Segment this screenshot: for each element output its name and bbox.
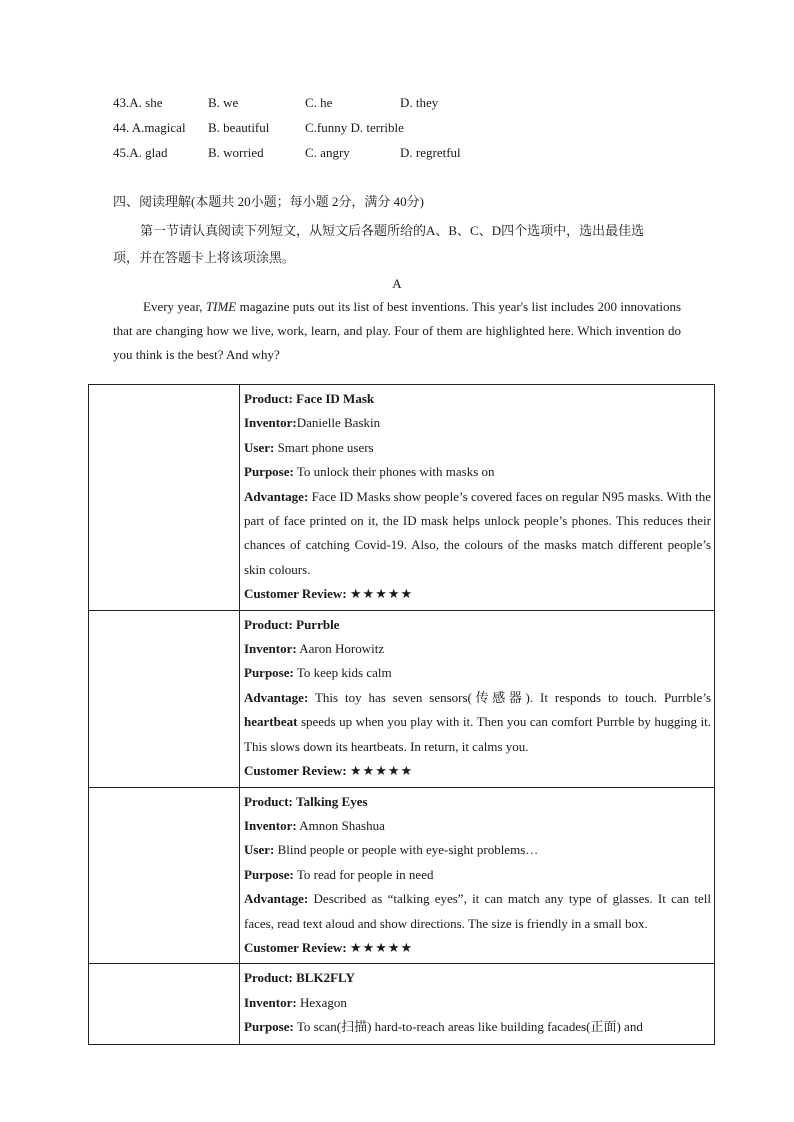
product-name: Talking Eyes xyxy=(296,793,368,809)
advantage-text: This toy has seven sensors(传感器). It responds to touch. Purrble’s xyxy=(314,689,712,705)
table-row xyxy=(89,787,715,964)
inventor-name: Danielle Baskin xyxy=(296,415,381,431)
purpose-text: To read for people in need xyxy=(296,866,434,882)
purpose-text: To scan(扫描) hard-to-reach areas like building facades(正面) and xyxy=(296,1019,643,1035)
product-name: Face ID Mask xyxy=(296,391,375,406)
intro-text-rest: magazine puts out its list of best inventions. This year's list includes 200 innovations that are changing how we live, work, learn, and play. Four of them are highlighted here. Which invention do you think is the best? And why? xyxy=(113,299,682,362)
purpose-text: To keep kids calm xyxy=(296,665,392,681)
image-cell xyxy=(89,610,240,787)
product-name: Purrble xyxy=(296,616,340,632)
passage-label: A xyxy=(392,276,402,291)
option-d: D. regretful xyxy=(400,145,461,160)
option-c: C. angry xyxy=(305,145,350,160)
advantage-text: Described as “talking eyes”, it can match any type of glasses. It can tell faces, read text aloud and show directions. The size is friendly in a small box. xyxy=(244,891,712,931)
option-b: B. worried xyxy=(208,145,264,160)
image-cell xyxy=(89,964,240,1045)
star-rating: ★★★★★ xyxy=(349,939,414,955)
user-text: Blind people or people with eye-sight problems… xyxy=(277,842,539,858)
option-a: 44. A.magical xyxy=(113,120,186,135)
option-d: D. they xyxy=(400,95,439,110)
inventor-name: Aaron Horowitz xyxy=(299,641,385,657)
table-row xyxy=(89,964,715,1045)
advantage-bold-word: heartbeat xyxy=(244,714,298,730)
option-b: B. beautiful xyxy=(208,120,270,135)
option-c: C. he xyxy=(305,95,333,110)
user-text: Smart phone users xyxy=(277,439,374,455)
product-cell: Product: Face ID Mask Inventor:Danielle Baskin User: Smart phone users Purpose: To unlock their phones with masks on Advantage: Face ID Masks show people’s covered faces on regular N95 masks. With the part of face printed on it, the ID mask helps unlock people’s phones. This reduces their chances of catching Covid-19. Also, the colours of the masks match different people’s skin colours. Customer Review: ★★★★★ xyxy=(240,385,715,611)
purpose-text: To unlock their phones with masks on xyxy=(296,464,495,480)
advantage-text: Face ID Masks show people’s covered faces on regular N95 masks. With the part of face printed on it, the ID mask helps unlock people’s phones. This reduces their chances of catching Covid-19. Also, the colours of the masks match different people’s skin colours. xyxy=(244,488,711,577)
product-cell: Product: BLK2FLY Inventor: Hexagon Purpose: To scan(扫描) hard-to-reach areas like building facades(正面) and xyxy=(240,964,715,1045)
magazine-title: TIME xyxy=(205,299,237,314)
product-name: BLK2FLY xyxy=(296,970,355,986)
product-cell: Product: Talking Eyes Inventor: Amnon Shashua User: Blind people or people with eye-sight problems… Purpose: To read for people in need Advantage: Described as “talking eyes”, it can match any type of glasses. It can tell faces, read text aloud and show directions. The size is friendly in a small box. Customer Review: ★★★★★ xyxy=(240,787,715,964)
option-c: C.funny D. terrible xyxy=(305,120,404,135)
intro-text-start: Every year, xyxy=(143,299,206,314)
option-b: B. we xyxy=(208,95,239,110)
inventor-name: Amnon Shashua xyxy=(299,817,385,833)
image-cell xyxy=(89,385,240,611)
star-rating: ★★★★★ xyxy=(349,763,414,779)
table-row xyxy=(89,385,715,611)
image-cell xyxy=(89,787,240,964)
table-row xyxy=(89,610,715,787)
option-a: 45.A. glad xyxy=(113,145,168,160)
product-cell: Product: Purrble Inventor: Aaron Horowitz Purpose: To keep kids calm Advantage: This toy has seven sensors(传感器). It responds to touch. Purrble’s heartbeat speeds up when you play with it. Then you can comfort Purrble by hugging it. This slows down its heartbeats. In return, it calms you. Customer Review: ★★★★★ xyxy=(240,610,715,787)
star-rating: ★★★★★ xyxy=(349,586,414,602)
section-heading: 四、阅读理解(本题共 20小题；每小题 2分，满分 40分) xyxy=(113,194,424,209)
product-table xyxy=(88,384,715,1045)
advantage-text-rest: speeds up when you play with it. Then you can comfort Purrble by hugging it. This slows down its heartbeats. In return, it calms you. xyxy=(244,714,711,754)
instruction-line-1: 第一节请认真阅读下列短文，从短文后各题所给的A、B、C、D四个选项中，选出最佳选 xyxy=(140,223,645,238)
option-a: 43.A. she xyxy=(113,95,163,110)
inventor-name: Hexagon xyxy=(299,994,347,1010)
instruction-line-2: 项，并在答题卡上将该项涂黑。 xyxy=(113,250,296,265)
intro-paragraph xyxy=(113,295,681,367)
